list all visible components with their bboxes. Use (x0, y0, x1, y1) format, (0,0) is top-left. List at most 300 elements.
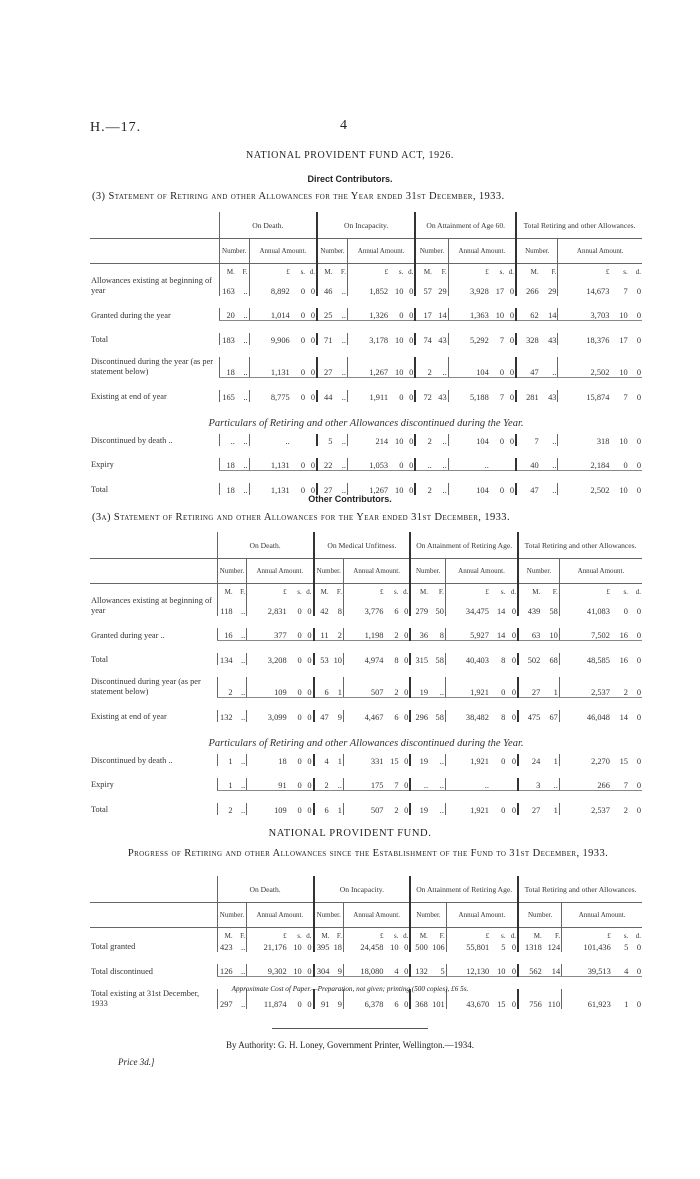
table-cell: .. (540, 357, 558, 377)
table-cell: 0 (404, 458, 415, 471)
unit-pound: £ (559, 584, 611, 597)
unit-d: d. (635, 932, 641, 940)
table-cell: 14 (619, 712, 628, 722)
table-cell (490, 778, 506, 791)
table-cell: 377 (247, 628, 288, 641)
col-total-header: Total Retiring and other Allowances. (518, 876, 642, 903)
header-row-sub (90, 559, 642, 584)
unit-m: M. (518, 584, 541, 597)
unit-s: s. (623, 588, 628, 596)
table-cell: 71 (317, 333, 333, 345)
unit-pound: £ (249, 264, 291, 277)
table-cell: .. (341, 436, 346, 446)
table-cell: .. (236, 308, 249, 321)
table-cell: 1 (553, 805, 558, 815)
row-label: Discontinued during the year (as per statement below) (91, 357, 214, 376)
table-cell: .. (219, 434, 236, 446)
table-cell: .. (540, 458, 558, 471)
table-cell: 0 (400, 778, 411, 791)
table-cell: 18,080 (343, 964, 384, 977)
table-cell: 0 (501, 756, 506, 766)
table-cell: 0 (288, 628, 303, 641)
table-cell: .. (442, 436, 447, 446)
table-cell: 0 (636, 756, 641, 766)
unit-m: M. (314, 584, 330, 597)
table-cell: .. (442, 485, 447, 495)
table-cell: 1 (337, 805, 342, 815)
table-cell: 7 (384, 778, 399, 791)
price-note: Price 3d.] (118, 1057, 155, 1067)
col-total-amount-header: Annual Amount. (558, 239, 642, 264)
table-cell: 3,208 (247, 653, 288, 665)
row-gap (90, 766, 642, 778)
table-cell: .. (341, 336, 346, 345)
units-blank (90, 264, 219, 277)
table-cell: 0 (404, 308, 415, 321)
table-cell: 395 (314, 940, 331, 952)
col-on-death-number-header: Number. (217, 903, 246, 928)
table-cell: 423 (217, 940, 233, 952)
table-row (90, 458, 642, 471)
table-cell: .. (234, 677, 247, 697)
table-cell: 0 (297, 607, 302, 616)
table-cell: 3,703 (558, 308, 610, 321)
table-cell: 7 (611, 778, 629, 791)
table-row (90, 628, 642, 641)
table-cell: 4 (612, 964, 630, 977)
table-cell: 0 (506, 964, 518, 977)
table-cell: 500 (410, 940, 429, 952)
table-cell: 266 (516, 276, 540, 296)
table-cell: 38,482 (445, 710, 490, 722)
table-cell: 0 (629, 677, 642, 697)
table-cell: 756 (518, 989, 543, 1009)
table-cell: 61,923 (562, 989, 612, 1009)
table-cell: 1,326 (347, 308, 389, 321)
table-cell: 1,131 (249, 357, 291, 377)
table-cell: 7,502 (559, 628, 611, 641)
table-cell: 1 (337, 756, 342, 766)
row-gap (90, 790, 642, 803)
row-gap (90, 952, 642, 964)
table-cell: 27 (518, 677, 541, 697)
table-cell: 7 (499, 336, 505, 345)
table-cell: 50 (435, 607, 444, 616)
table-cell: 0 (511, 756, 517, 766)
table-cell: 0 (636, 712, 641, 722)
table-cell: 0 (636, 287, 641, 296)
table-cell: 8 (501, 712, 506, 722)
table-cell: 0 (310, 336, 315, 345)
table-cell: 0 (306, 458, 317, 471)
table-cell: 43,670 (446, 989, 490, 1009)
unit-d: d. (510, 588, 517, 596)
table-cell: 68 (549, 656, 558, 665)
table-cell: 1 (541, 677, 559, 697)
unit-d: d. (510, 932, 517, 940)
table-cell: 57 (415, 276, 433, 296)
table-cell: .. (415, 458, 433, 471)
table-cell: 0 (490, 357, 505, 377)
header-blank (90, 532, 217, 559)
col-third-amount-header: Annual Amount. (448, 239, 516, 264)
table-cell: 0 (636, 943, 641, 952)
table-cell: 10 (610, 357, 628, 377)
unit-pound: £ (562, 928, 612, 941)
unit-d: d. (309, 268, 315, 276)
table-cell: 11 (314, 628, 330, 641)
unit-s: s. (623, 932, 629, 940)
unit-m: M. (410, 928, 429, 941)
row-label: Granted during the year (91, 310, 171, 320)
table-cell: 507 (343, 677, 384, 697)
table-cell: 18 (247, 754, 288, 766)
table-cell: 10 (610, 308, 628, 321)
table-cell: 14 (433, 308, 448, 321)
table-cell: 8 (394, 656, 399, 665)
unit-m: M. (217, 928, 233, 941)
units-row (90, 584, 642, 597)
table-cell: 109 (247, 677, 288, 697)
table-cell: 5,188 (448, 390, 490, 402)
table-cell: 279 (410, 596, 429, 616)
table-row (90, 308, 642, 321)
particulars-title: Particulars of Retiring and other Allowances discontinued during the Year. (208, 738, 524, 749)
col-third-number-header: Number. (410, 903, 446, 928)
table-cell: 18 (219, 458, 236, 471)
particulars-title-row (90, 414, 642, 434)
table-row (90, 357, 642, 377)
unit-s: s. (394, 932, 399, 940)
table-cell: .. (234, 964, 247, 977)
table-cell: 0 (506, 677, 518, 697)
row-gap (90, 402, 642, 414)
table-cell: 2 (217, 803, 233, 815)
row-label: Expiry (91, 780, 114, 789)
table-cell: 47 (516, 357, 540, 377)
table-cell: 0 (506, 628, 518, 641)
col-total-number-header: Number. (516, 239, 558, 264)
row-gap (90, 446, 642, 458)
col-third-header: On Attainment of Retiring Age. (410, 876, 518, 903)
table-cell: 2,502 (558, 483, 610, 495)
table-cell: 106 (432, 943, 445, 952)
unit-f: F. (340, 268, 346, 276)
table-cell: 2 (415, 483, 433, 495)
col-second-amount-header: Annual Amount. (343, 903, 410, 928)
table-cell: 47 (314, 710, 330, 722)
table-cell: 10 (490, 964, 506, 977)
table-cell: 5 (501, 943, 506, 952)
section2-table (90, 532, 642, 827)
unit-f: F. (441, 268, 447, 276)
table-cell: 0 (300, 392, 306, 402)
unit-s: s. (300, 268, 306, 276)
section2-subhead: Other Contributors. (308, 494, 392, 504)
table-row (90, 483, 642, 495)
table-cell: 0 (505, 357, 516, 377)
col-total-number-header: Number. (518, 903, 562, 928)
table-cell: 0 (297, 1000, 302, 1009)
unit-f: F. (336, 932, 342, 940)
table-cell: 10 (389, 357, 404, 377)
table-cell: 304 (314, 964, 331, 977)
table-cell: 19 (410, 677, 429, 697)
col-total-amount-header: Annual Amount. (559, 559, 642, 584)
table-row (90, 276, 642, 296)
table-cell: 0 (291, 308, 306, 321)
page-number: 4 (340, 118, 347, 133)
table-cell: 2 (217, 677, 233, 697)
header-row-groups (90, 876, 642, 903)
table-cell: 1 (217, 778, 233, 791)
table-cell: 0 (629, 628, 642, 641)
table-cell: 0 (636, 336, 641, 345)
table-cell: 0 (310, 287, 315, 296)
table-cell: 17 (415, 308, 433, 321)
table-cell: 0 (307, 805, 312, 815)
table-cell: 9 (330, 964, 343, 977)
table-cell: .. (236, 357, 249, 377)
table-cell: 5,292 (448, 333, 490, 345)
table-cell: 124 (547, 943, 561, 952)
table-cell: 0 (509, 485, 515, 495)
table-row (90, 677, 642, 697)
table-cell: 24 (518, 754, 541, 766)
table-cell: 104 (448, 357, 490, 377)
table-cell: 15 (390, 756, 399, 766)
row-gap (90, 616, 642, 628)
unit-d: d. (635, 268, 641, 276)
row-gap (90, 722, 642, 734)
table-cell: 0 (291, 357, 306, 377)
table-cell: .. (243, 485, 248, 495)
table-cell: 0 (404, 805, 409, 815)
table-cell: 4 (314, 754, 330, 766)
table-row (90, 803, 642, 815)
table-cell: 4,467 (343, 710, 384, 722)
table-cell: 43 (438, 336, 447, 345)
unit-f: F. (438, 588, 444, 596)
unit-f: F. (240, 932, 246, 940)
table-cell: 40,403 (445, 653, 490, 665)
table-cell: 48,585 (559, 653, 611, 665)
table-cell: 1 (624, 1000, 629, 1009)
table-cell: 0 (399, 392, 404, 402)
col-on-death-number-header: Number. (217, 559, 246, 584)
col-third-number-header: Number. (410, 559, 445, 584)
table-cell: 14 (543, 964, 562, 977)
table-cell: 10 (619, 485, 628, 495)
table-cell: .. (552, 436, 557, 446)
row-gap (90, 697, 642, 710)
table-cell: 7 (623, 287, 628, 296)
table-cell: 58 (549, 607, 558, 616)
table-cell: 10 (395, 436, 404, 446)
table-cell: 18 (219, 357, 236, 377)
table-cell: 165 (219, 390, 236, 402)
table-cell: 7 (516, 434, 540, 446)
table-cell: 0 (404, 357, 415, 377)
table-cell: 0 (307, 943, 312, 952)
table-cell: .. (552, 485, 557, 495)
table-cell: 16 (619, 656, 628, 665)
unit-pound: £ (448, 264, 490, 277)
table-cell: 104 (448, 434, 490, 446)
table-cell: 0 (303, 677, 314, 697)
table-cell: 10 (395, 287, 404, 296)
table-cell: 10 (490, 308, 505, 321)
col-third-number-header: Number. (415, 239, 448, 264)
table-cell: 8 (501, 656, 506, 665)
table-cell: 0 (499, 436, 505, 446)
unit-pound: £ (343, 928, 384, 941)
table-cell: .. (236, 458, 249, 471)
table-cell: 475 (518, 710, 541, 722)
table-cell: .. (243, 392, 248, 402)
table-cell: 0 (629, 964, 642, 977)
table-cell: 0 (499, 485, 505, 495)
table-cell: 2 (611, 677, 629, 697)
table-cell: 42 (314, 596, 330, 616)
table-cell: .. (341, 392, 346, 402)
table-cell: 163 (219, 276, 236, 296)
section3-statement: Progress of Retiring and other Allowances since the Establishment of the Fund to 31st December, 1933. (127, 848, 609, 859)
table-row (90, 710, 642, 722)
table-cell: 0 (610, 458, 628, 471)
table-cell: 2 (330, 628, 344, 641)
unit-s: s. (499, 268, 505, 276)
unit-d: d. (306, 932, 312, 940)
row-label: Total existing at 31st December, 1933 (91, 989, 200, 1008)
units-blank (90, 584, 217, 597)
unit-d: d. (408, 268, 414, 276)
table-cell: 0 (307, 756, 312, 766)
table-cell: 318 (558, 434, 610, 446)
row-label: Discontinued during year (as per statement below) (91, 677, 201, 696)
row-gap (90, 296, 642, 308)
row-gap (90, 641, 642, 654)
footer-rule (272, 1028, 428, 1029)
col-total-number-header: Number. (518, 559, 559, 584)
table-cell: 62 (516, 308, 540, 321)
unit-f: F. (242, 268, 248, 276)
table-cell: 0 (307, 656, 312, 665)
table-cell: 3,099 (247, 710, 288, 722)
table-cell: .. (243, 287, 248, 296)
table-cell: 9 (337, 712, 342, 722)
table-cell: 0 (636, 485, 641, 495)
table-cell: 2,831 (247, 596, 288, 616)
table-cell: 8 (337, 607, 342, 616)
unit-d: d. (403, 588, 409, 596)
table-cell: .. (333, 357, 347, 377)
unit-f: F. (551, 268, 557, 276)
table-cell: .. (234, 628, 247, 641)
table-cell: 0 (409, 392, 414, 402)
col-on-death-header: On Death. (217, 876, 313, 903)
table-cell: 0 (404, 712, 409, 722)
unit-pound: £ (558, 264, 610, 277)
table-cell: 8,775 (249, 390, 291, 402)
table-cell: 0 (303, 778, 314, 791)
table-cell: 34,475 (445, 596, 490, 616)
table-cell: .. (333, 458, 347, 471)
table-cell: 6 (394, 607, 399, 616)
unit-s: s. (394, 588, 399, 596)
particulars-title: Particulars of Retiring and other Allowances discontinued during the Year. (208, 418, 524, 429)
table-cell: .. (330, 778, 344, 791)
row-label: Total discontinued (91, 966, 153, 976)
table-cell: 109 (247, 803, 288, 815)
table-cell: 29 (548, 287, 557, 296)
table-cell: 0 (306, 308, 317, 321)
table-cell: 15,874 (558, 390, 610, 402)
row-label: Total granted (91, 942, 136, 951)
table-cell: 132 (410, 964, 429, 977)
table-cell: 44 (317, 390, 333, 402)
row-label: Total (91, 655, 109, 664)
table-cell: 27 (317, 483, 333, 495)
table-cell: 0 (636, 1000, 641, 1009)
table-cell: 0 (636, 392, 641, 402)
cost-note: Approximate Cost of Paper.—Preparation, not given; printing (500 copies), £6 5s. (231, 985, 469, 993)
table-cell: 12,130 (446, 964, 490, 977)
table-cell: 41,083 (559, 596, 611, 616)
table-cell: 15 (619, 756, 628, 766)
header-blank (90, 903, 217, 928)
table-cell: 315 (410, 653, 429, 665)
table-cell: 368 (410, 989, 429, 1009)
table-cell: 10 (390, 943, 399, 952)
col-on-death-header: On Death. (219, 212, 317, 239)
table-cell: 1,053 (347, 458, 389, 471)
table-cell: 4 (384, 964, 399, 977)
table-cell (291, 434, 306, 446)
table-cell: 14,673 (558, 276, 610, 296)
table-cell: 2 (384, 628, 399, 641)
unit-d: d. (403, 932, 409, 940)
table-cell: 0 (307, 1000, 312, 1009)
table-row (90, 754, 642, 766)
table-cell: .. (410, 778, 429, 791)
table-cell: 6 (394, 712, 399, 722)
section3-title: NATIONAL PROVIDENT FUND. (268, 828, 432, 839)
table-cell: .. (448, 458, 490, 471)
table-cell: 0 (636, 436, 641, 446)
table-cell: 0 (629, 308, 642, 321)
table-cell: 2 (415, 357, 433, 377)
table-cell: 1,363 (448, 308, 490, 321)
table-cell: 39,513 (562, 964, 612, 977)
unit-m: M. (314, 928, 331, 941)
table-cell: 1 (553, 756, 558, 766)
unit-s: s. (297, 588, 302, 596)
table-cell: 20 (219, 308, 236, 321)
table-cell: 91 (247, 778, 288, 791)
table-cell: 281 (516, 390, 540, 402)
row-label: Existing at end of year (91, 391, 167, 401)
header-blank (90, 212, 219, 239)
table-cell: .. (240, 656, 246, 665)
header-row-sub (90, 239, 642, 264)
table-cell: 0 (307, 607, 312, 616)
table-cell: 214 (347, 434, 389, 446)
table-cell: 0 (511, 656, 517, 665)
table-cell: 1,131 (249, 458, 291, 471)
col-total-header: Total Retiring and other Allowances. (518, 532, 642, 559)
unit-d: d. (306, 588, 312, 596)
